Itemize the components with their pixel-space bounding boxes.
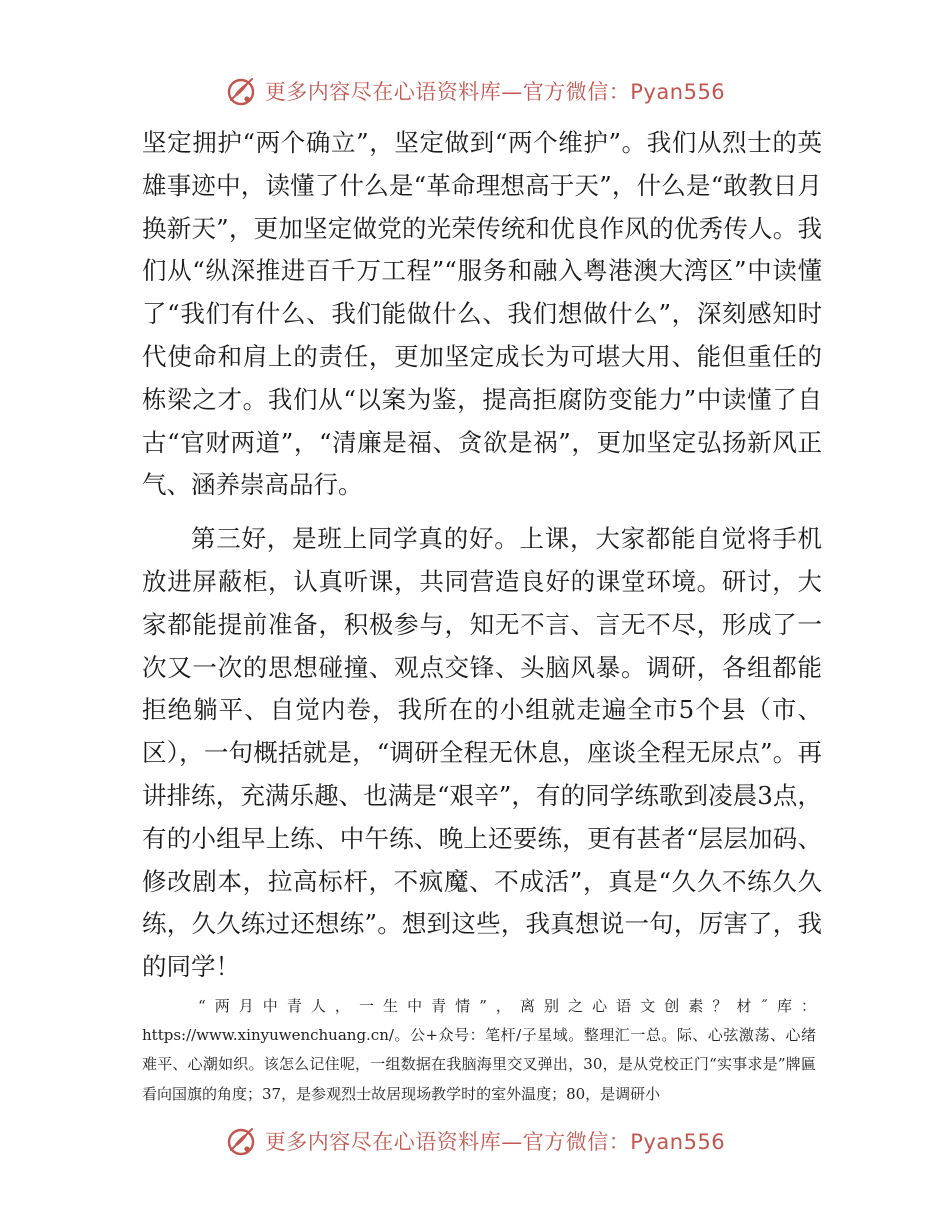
paragraph-3: “两月中青人，一生中青情”，离别之心语文创素？材˝库：https://www.xinyuwenchuang.cn/。公+众号：笔杆/子星域。整理汇一总。际、心弦激荡、心绪难平、心潮如织。该怎么记住呢，一组数据在我脑海里交叉弹出，30，是从党校正门“实事求是”牌匾看向国旗的角度；37，是参观烈士故居现场教学时的室外温度；80，是调研小 [142,997,816,1103]
paragraph-2: 第三好，是班上同学真的好。上课，大家都能自觉将手机放进屏蔽柜，认真听课，共同营造良好的课堂环境。研讨，大家都能提前准备，积极参与，知无不言、言无不尽，形成了一次又一次的思想碰撞、观点交锋、头脑风暴。调研，各组都能拒绝躺平、自觉内卷，我所在的小组就走遍全市5个县（市、区），一句概括就是，“调研全程无休息，座谈全程无尿点”。再讲排练，充满乐趣、也满是“艰辛”，有的同学练歌到凌晨3点，有的小组早上练、中午练、晚上还要练，更有甚者“层层加码、修改剧本，拉高标杆，不疯魔、不成活”，真是“久久不练久久练，久久练过还想练”。想到这些，我真想说一句，厉害了，我的同学！ [142,524,822,982]
header-banner [0,74,950,108]
quill-logo-icon [225,1124,259,1158]
paragraph-1: 坚定拥护“两个确立”，坚定做到“两个维护”。我们从烈士的英雄事迹中，读懂了什么是“革命理想高于天”，什么是“敢教日月换新天”，更加坚定做党的光荣传统和优良作风的优秀传人。我们从“纵深推进百千万工程”“服务和融入粤港澳大湾区”中读懂了“我们有什么、我们能做什么、我们想做什么”，深刻感知时代使命和肩上的责任，更加坚定成长为可堪大用、能但重任的栋梁之才。我们从“以案为鉴，提高拒腐防变能力”中读懂了自古“官财两道”，“清廉是福、贪欲是祸”，更加坚定弘扬新风正气、涵养崇高品行。 [142,128,822,500]
footer-banner-text: 更多内容尽在心语资料库—官方微信：Pyan556 [264,1130,726,1154]
document-body [142,122,822,989]
header-banner-text: 更多内容尽在心语资料库—官方微信：Pyan556 [264,80,726,104]
quill-logo-icon [225,74,259,108]
footer-banner [0,1124,950,1158]
